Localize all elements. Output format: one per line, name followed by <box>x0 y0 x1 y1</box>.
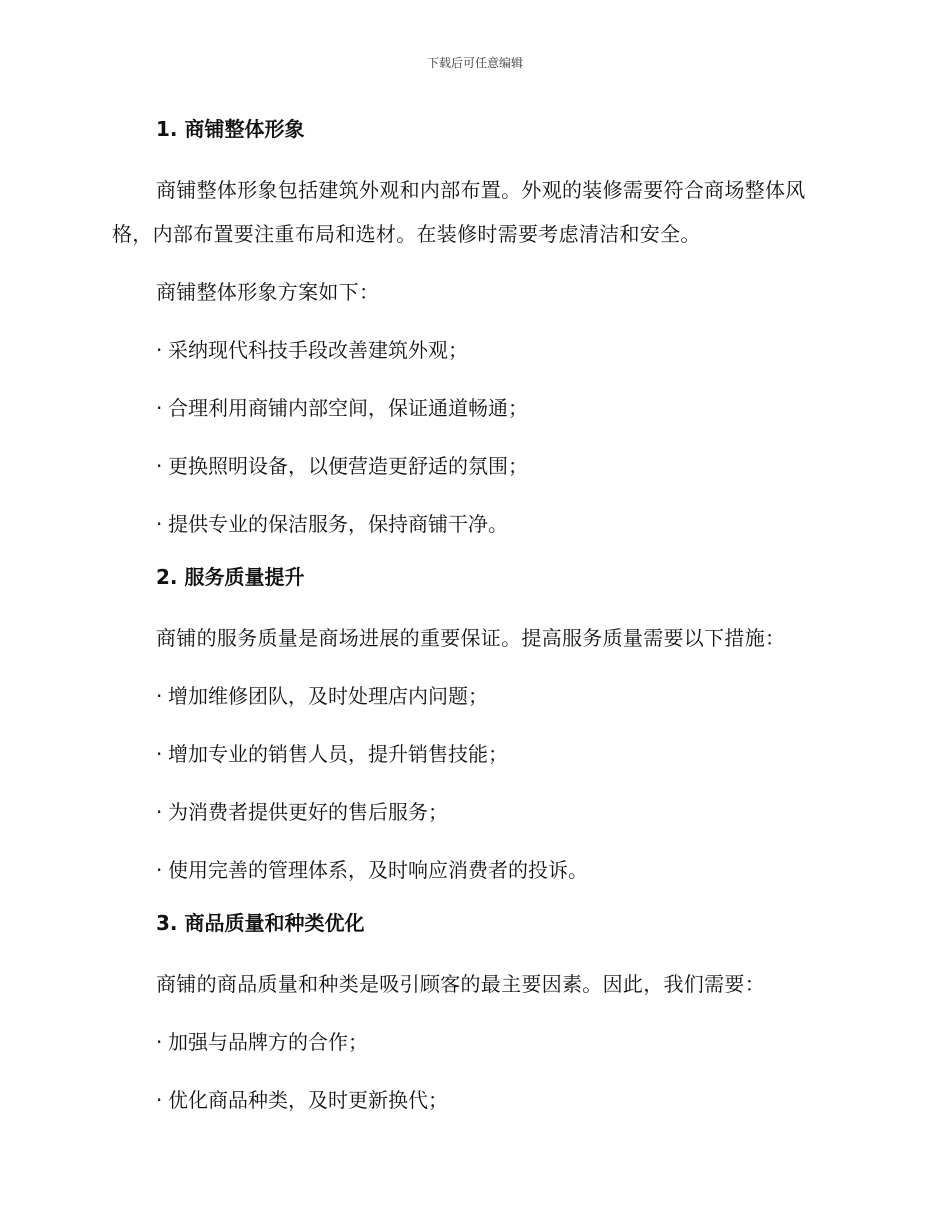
section-heading-2: 2. 服务质量提升 <box>156 565 305 589</box>
list-item-text: 加强与品牌方的合作； <box>168 1030 368 1054</box>
list-item-text: 提供专业的保洁服务，保持商铺干净。 <box>168 512 508 536</box>
list-item <box>156 386 832 430</box>
section-heading-3: 3. 商品质量和种类优化 <box>156 911 365 935</box>
list-item-text: 为消费者提供更好的售后服务； <box>168 800 448 824</box>
list-item-text: 合理利用商铺内部空间，保证通道畅通； <box>168 396 528 420</box>
list-item <box>156 790 832 834</box>
page-header-note: 下载后可任意编辑 <box>426 56 523 70</box>
section-3-paragraph-1: 商铺的商品质量和种类是吸引顾客的最主要因素。因此，我们需要： <box>156 972 765 996</box>
list-item <box>156 674 832 718</box>
list-item <box>156 1078 832 1122</box>
list-item <box>156 732 832 776</box>
section-heading-1: 1. 商铺整体形象 <box>156 117 305 141</box>
list-item <box>156 848 832 892</box>
bullet-dot: · <box>156 512 163 536</box>
bullet-dot: · <box>156 454 163 478</box>
bullet-dot: · <box>156 858 163 882</box>
list-item <box>156 1020 832 1064</box>
bullet-dot: · <box>156 1030 163 1054</box>
list-item <box>156 502 832 546</box>
bullet-dot: · <box>156 338 163 362</box>
list-item-text: 使用完善的管理体系，及时响应消费者的投诉。 <box>168 858 588 882</box>
bullet-dot: · <box>156 1088 163 1112</box>
list-item-text: 采纳现代科技手段改善建筑外观； <box>168 338 468 362</box>
section-1-paragraph-2: 商铺整体形象方案如下： <box>156 280 380 304</box>
document-body <box>112 112 832 1122</box>
bullet-dot: · <box>156 800 163 824</box>
list-item <box>156 444 832 488</box>
bullet-dot: · <box>156 684 163 708</box>
list-item-text: 增加专业的销售人员，提升销售技能； <box>168 742 508 766</box>
list-item-text: 增加维修团队，及时处理店内问题； <box>168 684 488 708</box>
list-item <box>156 328 832 372</box>
bullet-dot: · <box>156 742 163 766</box>
list-item-text: 更换照明设备，以便营造更舒适的氛围； <box>168 454 528 478</box>
section-1-paragraph-1: 商铺整体形象包括建筑外观和内部布置。外观的装修需要符合商场整体风格，内部布置要注重布局和选材。在装修时需要考虑清洁和安全。 <box>112 178 806 246</box>
section-2-paragraph-1: 商铺的服务质量是商场进展的重要保证。提高服务质量需要以下措施： <box>156 626 786 650</box>
list-item-text: 优化商品种类，及时更新换代； <box>168 1088 448 1112</box>
bullet-dot: · <box>156 396 163 420</box>
